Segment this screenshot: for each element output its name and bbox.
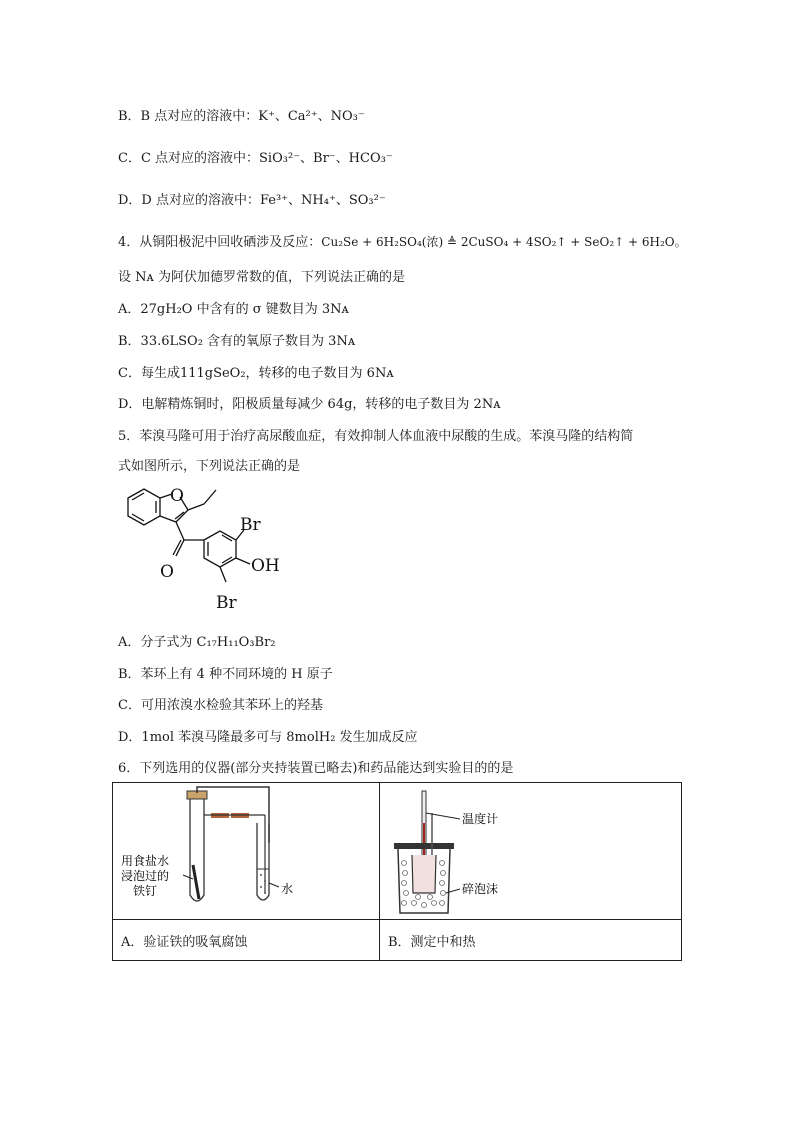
q4-stem: [118, 233, 687, 252]
benzbromarone-structure: [118, 484, 318, 612]
q5-stem-line1: 5．苯溴马隆可用于治疗高尿酸血症，有效抑制人体血液中尿酸的生成。苯溴马隆的结构简: [118, 429, 634, 444]
water-label: 水: [281, 882, 294, 896]
thermometer-label: 温度计: [462, 812, 499, 826]
q3-option-d-prefix: D．D 点对应的溶液中：: [118, 193, 260, 208]
q6-caption-a: A．验证铁的吸氧腐蚀: [113, 920, 380, 961]
q4-equation: Cu₂Se + 6H₂SO₄(浓) ≜ 2CuSO₄ + 4SO₂↑ + SeO₂↑ + 6H₂O。: [321, 235, 687, 249]
q4-option-c: C．每生成111gSeO₂，转移的电子数目为 6Nᴀ: [118, 366, 394, 381]
nail-label-line2: 浸泡过的: [121, 869, 170, 883]
q6-figure-b-cell: [380, 783, 682, 920]
q4-option-a: A．27gH₂O 中含有的 σ 键数目为 3Nᴀ: [118, 302, 349, 317]
q3-option-c: [118, 150, 393, 168]
q6-experiment-table: [112, 782, 682, 961]
q6-stem: 6．下列选用的仪器(部分夹持装置已略去)和药品能达到实验目的的是: [118, 761, 514, 776]
q5-option-a: A．分子式为 C₁₇H₁₁O₃Br₂: [118, 635, 276, 650]
q4-option-d: D．电解精炼铜时，阳极质量每减少 64g，转移的电子数目为 2Nᴀ: [118, 397, 501, 412]
q3-option-d-ions: Fe³⁺、NH₄⁺、SO₃²⁻: [259, 193, 386, 208]
q6-caption-b: B．测定中和热: [380, 920, 682, 961]
q5-option-c: C．可用浓溴水检验其苯环上的羟基: [118, 698, 323, 713]
q4-stem2: 设 Nᴀ 为阿伏加德罗常数的值，下列说法正确的是: [118, 270, 405, 285]
bottom-bromine-label: Br: [216, 593, 237, 612]
top-bromine-label: Br: [240, 515, 261, 535]
q6-figure-a-cell: [113, 783, 380, 920]
nail-label-line3: 铁钉: [133, 884, 158, 898]
q5-option-b: B．苯环上有 4 种不同环境的 H 原子: [118, 667, 333, 682]
q3-option-c-prefix: C．C 点对应的溶液中：: [118, 151, 260, 166]
q4-stem-text: 4．从铜阳极泥中回收硒涉及反应：: [118, 235, 322, 250]
q3-option-d: [118, 192, 386, 210]
calorimeter-apparatus: [380, 783, 680, 919]
hydroxyl-label: OH: [251, 556, 280, 576]
q3-option-b-prefix: B．B 点对应的溶液中：: [118, 109, 259, 124]
q3-option-c-ions: SiO₃²⁻、Br⁻、HCO₃⁻: [259, 151, 393, 166]
nail-label-line1: 用食盐水: [121, 854, 170, 868]
q5-option-d: D．1mol 苯溴马隆最多可与 8molH₂ 发生加成反应: [118, 730, 418, 745]
carbonyl-oxygen-label: O: [160, 562, 174, 582]
foam-label: 碎泡沫: [462, 882, 499, 896]
q4-option-b: B．33.6LSO₂ 含有的氧原子数目为 3Nᴀ: [118, 334, 356, 349]
q3-option-b: [118, 108, 365, 126]
q5-stem-line2: 式如图所示，下列说法正确的是: [118, 459, 301, 474]
ring-oxygen-label: O: [170, 486, 184, 506]
q3-option-b-ions: K⁺、Ca²⁺、NO₃⁻: [258, 109, 365, 124]
corrosion-apparatus: [113, 783, 379, 919]
